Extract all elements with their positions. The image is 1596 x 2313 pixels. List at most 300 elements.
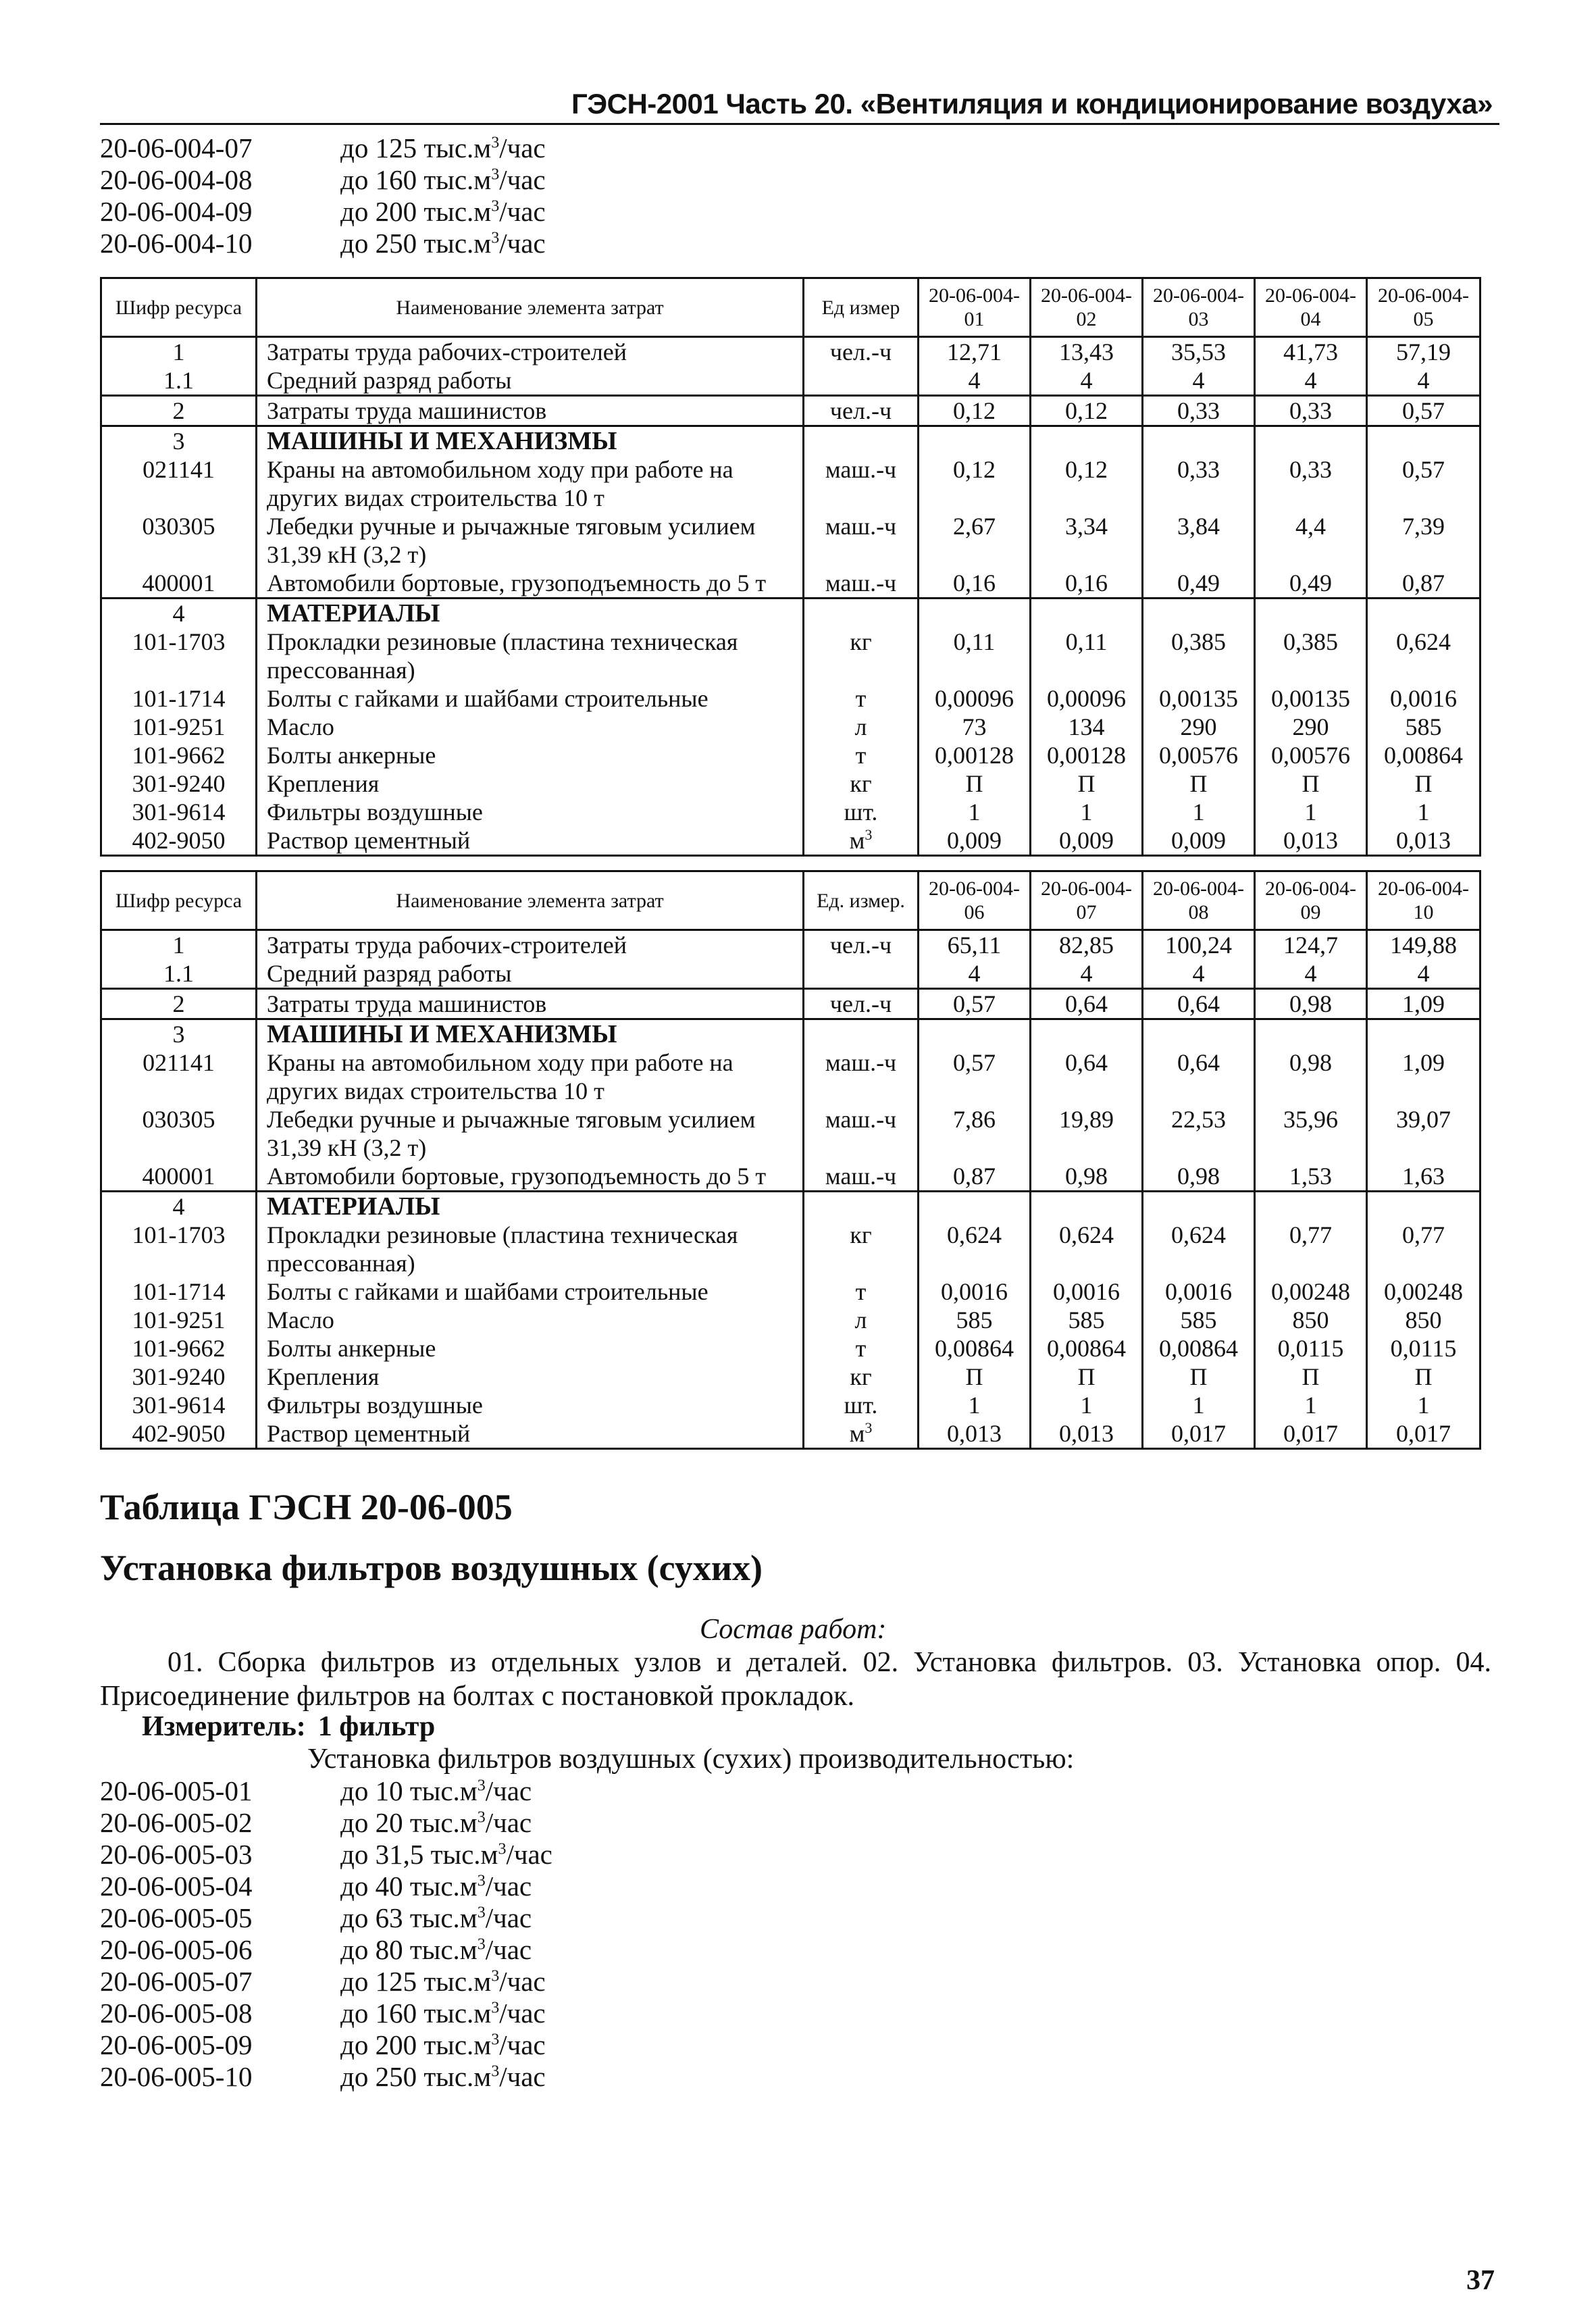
item-description (340, 1775, 532, 1807)
cell-text: 4 (1080, 960, 1093, 987)
cell-text: 0,12 (953, 397, 996, 424)
table-cell (101, 366, 257, 396)
item-description (340, 132, 546, 164)
unit-exponent: 3 (491, 166, 500, 184)
cell-text: Автомобили бортовые, грузоподъемность до 5 т (267, 1163, 767, 1190)
table-row (101, 599, 1481, 628)
cell-text: 4,4 (1295, 513, 1326, 540)
cell-text: П (1302, 770, 1320, 797)
item-desc-text: до 250 тыс.м (340, 228, 492, 259)
table-cell (1143, 512, 1255, 569)
cell-text: 3,84 (1177, 513, 1220, 540)
table-cell (101, 628, 257, 684)
cell-text: 0,017 (1171, 1420, 1226, 1447)
cell-text: 0,013 (947, 1420, 1002, 1447)
table-cell (101, 798, 257, 826)
cell-text: 0,009 (1171, 827, 1226, 854)
table-cell (1143, 426, 1255, 456)
cell-text: 0,11 (1065, 628, 1108, 655)
cell-text: 1 (1417, 798, 1430, 825)
cell-text: шт. (844, 1392, 878, 1419)
table-cell (919, 1363, 1031, 1391)
table-cell (257, 1306, 804, 1334)
item-code: 20-06-005-05 (100, 1902, 253, 1933)
cell-text: П (1302, 1363, 1320, 1390)
cell-text: Краны на автомобильном ходу при работе на других видах строительства 10 т (267, 1049, 733, 1104)
cell-text: Фильтры воздушные (267, 798, 483, 825)
table-cell (804, 930, 919, 960)
table-cell (1031, 684, 1143, 713)
table-cell (257, 959, 804, 989)
table-cell (1255, 1306, 1367, 1334)
table-cell (804, 1105, 919, 1162)
item-desc-tail: /час (485, 1775, 532, 1806)
table-cell (1367, 1363, 1481, 1391)
table-cell (804, 337, 919, 367)
work-composition-label: Состав работ: (700, 1614, 887, 1645)
item-desc-tail: /час (499, 164, 546, 195)
cell-text: 0,57 (953, 1049, 996, 1076)
item-desc-tail: /час (485, 1934, 532, 1965)
cell-text: 585 (956, 1306, 993, 1333)
item-code: 20-06-005-01 (100, 1775, 253, 1806)
cell-text: 0,77 (1402, 1221, 1445, 1248)
cell-text: 124,7 (1283, 932, 1338, 959)
cell-text: 0,013 (1396, 827, 1451, 854)
table-cell (1367, 1105, 1481, 1162)
cell-text: 4 (172, 1193, 185, 1220)
cell-text: маш.-ч (825, 569, 897, 596)
measure-value: 1 фильтр (317, 1711, 436, 1742)
cell-text: 2 (172, 990, 185, 1017)
cell-text: 1 (1304, 1392, 1317, 1419)
cell-text: 0,0016 (1165, 1278, 1232, 1305)
table-cell (804, 1019, 919, 1049)
cell-text: 0,0115 (1277, 1335, 1344, 1362)
cell-text: 0,017 (1396, 1420, 1451, 1447)
item-desc-text: до 125 тыс.м (340, 132, 492, 163)
cell-text: 402-9050 (132, 1420, 226, 1447)
table-cell (1143, 1391, 1255, 1419)
item-code: 20-06-004-07 (100, 132, 253, 163)
item-desc-text: до 250 тыс.м (340, 2061, 492, 2092)
table-cell (1143, 930, 1255, 960)
cell-text: т (855, 1335, 867, 1362)
table-cell (257, 1105, 804, 1162)
cell-text: 4 (1417, 960, 1430, 987)
table-cell (1031, 426, 1143, 456)
item-desc-tail: /час (499, 2029, 546, 2060)
table-cell (1143, 396, 1255, 426)
table-cell (1143, 366, 1255, 396)
cell-text: Затраты труда машинистов (267, 990, 547, 1017)
table-cell (1031, 1192, 1143, 1221)
table-cell (804, 569, 919, 599)
cell-text: 134 (1068, 713, 1105, 740)
table-cell (257, 684, 804, 713)
cell-text: л (854, 713, 867, 740)
table-row (101, 684, 1481, 713)
item-desc-text: до 200 тыс.м (340, 196, 492, 227)
table-row (101, 569, 1481, 599)
cell-text: 13,43 (1059, 338, 1114, 365)
cell-text: Лебедки ручные и рычажные тяговым усилием 31,39 кН (3,2 т) (267, 513, 756, 568)
cell-text: П (965, 770, 983, 797)
table-cell (1143, 1048, 1255, 1105)
cell-text: Раствор цементный (267, 827, 471, 854)
table-row (101, 1306, 1481, 1334)
table-cell (1255, 1391, 1367, 1419)
table-cell (1031, 798, 1143, 826)
cell-text: 82,85 (1059, 932, 1114, 959)
table-cell (804, 599, 919, 628)
cell-text: 0,00248 (1384, 1278, 1463, 1305)
table-cell (1031, 1334, 1143, 1363)
table-cell (804, 684, 919, 713)
table-cell (919, 426, 1031, 456)
cell-text: МАТЕРИАЛЫ (267, 599, 440, 628)
cell-text: П (1414, 770, 1433, 797)
cell-text: 0,12 (1065, 456, 1108, 483)
table-cell (1031, 1105, 1143, 1162)
table-cell (1367, 569, 1481, 599)
table-cell (1367, 1192, 1481, 1221)
cell-text: 0,00864 (1159, 1335, 1238, 1362)
table-cell (1031, 1277, 1143, 1306)
item-desc-tail: /час (499, 228, 546, 259)
cell-text: 850 (1405, 1306, 1442, 1333)
cell-text: 7,39 (1402, 513, 1445, 540)
table-row (101, 426, 1481, 456)
column-header: 20-06-004-05 (1367, 278, 1481, 337)
cell-text: 0,0016 (941, 1278, 1008, 1305)
table-cell (257, 1048, 804, 1105)
table-cell (1143, 1162, 1255, 1192)
table-cell (1255, 1019, 1367, 1049)
item-desc-tail: /час (485, 1902, 532, 1933)
cell-text: 1 (1304, 798, 1317, 825)
table-cell (1143, 684, 1255, 713)
unit-exponent: 3 (491, 1967, 500, 1985)
table-cell (919, 1192, 1031, 1221)
cell-text: 0,013 (1283, 827, 1338, 854)
table-cell (919, 798, 1031, 826)
table-cell (1143, 826, 1255, 856)
cell-text: 2,67 (953, 513, 996, 540)
table-cell (804, 1162, 919, 1192)
table-cell (919, 1105, 1031, 1162)
cell-text: 1 (1417, 1392, 1430, 1419)
table-row (101, 1363, 1481, 1391)
table-cell (257, 337, 804, 367)
cell-text: 65,11 (947, 932, 1002, 959)
table-row (101, 366, 1481, 396)
column-header: 20-06-004-10 (1367, 871, 1481, 930)
table-cell (804, 1048, 919, 1105)
table-cell (1255, 426, 1367, 456)
column-header: Шифр ресурса (101, 278, 257, 337)
cell-text: Затраты труда машинистов (267, 397, 547, 424)
cell-text: П (1189, 770, 1208, 797)
table-cell (804, 426, 919, 456)
table-cell (1255, 512, 1367, 569)
table-cell (1143, 1192, 1255, 1221)
table-cell (1143, 798, 1255, 826)
item-code: 20-06-005-10 (100, 2061, 253, 2092)
cell-text: 4 (1192, 960, 1205, 987)
table-cell (101, 713, 257, 741)
table-cell (1255, 1048, 1367, 1105)
cell-text: 0,624 (947, 1221, 1002, 1248)
cell-text: 402-9050 (132, 827, 226, 854)
table-cell (101, 396, 257, 426)
cell-text: 1 (1192, 1392, 1205, 1419)
cell-text: 0,64 (1177, 1049, 1220, 1076)
cell-text: л (854, 1306, 867, 1333)
cell-text: Автомобили бортовые, грузоподъемность до 5 т (267, 569, 767, 596)
cell-text: 0,0016 (1053, 1278, 1120, 1305)
table-cell (1255, 769, 1367, 798)
table-cell (1031, 569, 1143, 599)
cell-text: маш.-ч (825, 513, 897, 540)
table-cell (257, 989, 804, 1019)
table-row (101, 337, 1481, 367)
table-cell (101, 1221, 257, 1277)
table-row (101, 396, 1481, 426)
cell-text: 1 (1080, 1392, 1093, 1419)
table-cell (1143, 741, 1255, 769)
cell-text: 030305 (142, 1106, 215, 1133)
table-cell (1031, 989, 1143, 1019)
table-cell (1367, 1162, 1481, 1192)
table-cell (919, 1334, 1031, 1363)
cell-text: чел.-ч (829, 338, 892, 365)
cell-text: 1 (968, 798, 981, 825)
table-cell (1367, 826, 1481, 856)
cell-text: маш.-ч (825, 1163, 897, 1190)
cell-text: чел.-ч (829, 397, 892, 424)
item-desc-tail: /час (485, 1871, 532, 1902)
cell-text: Лебедки ручные и рычажные тяговым усилием 31,39 кН (3,2 т) (267, 1106, 756, 1161)
cell-text: 1.1 (163, 367, 194, 394)
table-cell (919, 989, 1031, 1019)
cell-text: 0,385 (1171, 628, 1226, 655)
table-cell (1367, 959, 1481, 989)
unit-exponent: 3 (491, 134, 500, 152)
item-description (340, 1998, 546, 2029)
table-cell (1031, 769, 1143, 798)
table-cell (1367, 1221, 1481, 1277)
table-cell (101, 1162, 257, 1192)
cell-text: 101-9251 (132, 1306, 226, 1333)
table-cell (1031, 455, 1143, 512)
cell-text: 585 (1068, 1306, 1105, 1333)
cell-text: 0,57 (1402, 456, 1445, 483)
unit-exponent: 3 (865, 826, 873, 843)
column-header: 20-06-004-01 (919, 278, 1031, 337)
cell-text: 0,0115 (1390, 1335, 1457, 1362)
table-cell (919, 337, 1031, 367)
cell-text: 0,64 (1065, 990, 1108, 1017)
table-cell (257, 1277, 804, 1306)
cell-text: 301-9240 (132, 770, 226, 797)
table-cell (101, 1419, 257, 1449)
cell-text: 1,53 (1289, 1163, 1332, 1190)
cell-text: 301-9614 (132, 1392, 226, 1419)
cell-text: 0,00128 (1047, 742, 1126, 769)
table-cell (919, 769, 1031, 798)
cell-text: 0,98 (1289, 990, 1332, 1017)
item-desc-text: до 31,5 тыс.м (340, 1839, 498, 1870)
work-composition-text: 01. Сборка фильтров из отдельных узлов и деталей. 02. Установка фильтров. 03. Установка опор. 04. Присоединение фильтров на болтах с постановкой прокладок. (100, 1647, 1491, 1712)
cell-text: Затраты труда рабочих-строителей (267, 338, 627, 365)
unit-exponent: 3 (477, 1904, 486, 1922)
table-cell (919, 1306, 1031, 1334)
cell-text: 0,16 (1065, 569, 1108, 596)
item-description (340, 2061, 546, 2093)
item-description (340, 1871, 532, 1902)
table-cell (919, 599, 1031, 628)
item-description (340, 1966, 546, 1998)
cell-text: 0,12 (953, 456, 996, 483)
cell-text: 0,77 (1289, 1221, 1332, 1248)
table-cell (1031, 337, 1143, 367)
table-row (101, 1192, 1481, 1221)
table-cell (101, 769, 257, 798)
table-cell (1255, 569, 1367, 599)
table-cell (1031, 396, 1143, 426)
column-header: 20-06-004-09 (1255, 871, 1367, 930)
table-cell (1143, 1221, 1255, 1277)
cell-text: 101-9251 (132, 713, 226, 740)
table-cell (101, 426, 257, 456)
table-cell (257, 1162, 804, 1192)
table-cell (804, 512, 919, 569)
table-cell (919, 713, 1031, 741)
cell-text: 0,385 (1283, 628, 1338, 655)
column-header: Ед измер (804, 278, 919, 337)
table-cell (1255, 1363, 1367, 1391)
table-cell (1143, 959, 1255, 989)
table-cell (804, 1277, 919, 1306)
cell-text: маш.-ч (825, 1049, 897, 1076)
cell-text: 585 (1180, 1306, 1217, 1333)
cell-text: 1 (172, 932, 185, 959)
table-cell (101, 1334, 257, 1363)
unit-exponent: 3 (477, 1808, 486, 1827)
item-code: 20-06-005-04 (100, 1871, 253, 1902)
section-title: Таблица ГЭСН 20-06-005 (100, 1487, 513, 1527)
table-cell (804, 798, 919, 826)
table-cell (1255, 1277, 1367, 1306)
table-cell (919, 1277, 1031, 1306)
cell-text: П (1189, 1363, 1208, 1390)
table-row (101, 959, 1481, 989)
cell-text: 4 (172, 600, 185, 627)
table-cell (1255, 798, 1367, 826)
table-cell (1143, 569, 1255, 599)
table-cell (1367, 1019, 1481, 1049)
table-cell (919, 1019, 1031, 1049)
table-cell (919, 1419, 1031, 1449)
cell-text: 35,53 (1171, 338, 1226, 365)
table-cell (257, 1334, 804, 1363)
cell-text: т (855, 742, 867, 769)
table-cell (101, 569, 257, 599)
item-description (340, 1839, 552, 1871)
cell-text: П (1077, 770, 1096, 797)
cell-text: 0,00135 (1159, 685, 1238, 712)
cell-text: 101-1703 (132, 1221, 226, 1248)
table-cell (1367, 713, 1481, 741)
table-cell (804, 455, 919, 512)
resource-table-2 (100, 870, 1481, 1450)
table-row (101, 1162, 1481, 1192)
cell-text: Краны на автомобильном ходу при работе на других видах строительства 10 т (267, 456, 733, 511)
table-cell (1143, 1277, 1255, 1306)
table-cell (101, 684, 257, 713)
install-text: Установка фильтров воздушных (сухих) производительностью: (307, 1744, 1075, 1775)
cell-text: м (849, 827, 865, 854)
item-description (340, 1934, 532, 1966)
cell-text: 101-1714 (132, 685, 226, 712)
cell-text: 0,0016 (1390, 685, 1457, 712)
section-subtitle: Установка фильтров воздушных (сухих) (100, 1548, 763, 1588)
cell-text: Средний разряд работы (267, 367, 512, 394)
table-row (101, 826, 1481, 856)
cell-text: 0,00864 (935, 1335, 1014, 1362)
cell-text: 400001 (142, 569, 215, 596)
table-cell (1255, 826, 1367, 856)
cell-text: 0,98 (1177, 1163, 1220, 1190)
unit-exponent: 3 (491, 2062, 500, 2081)
cell-text: 0,98 (1289, 1049, 1332, 1076)
table-row (101, 1048, 1481, 1105)
table-cell (1255, 1192, 1367, 1221)
cell-text: Прокладки резиновые (пластина техническая прессованная) (267, 628, 738, 684)
table-cell (257, 798, 804, 826)
table-row (101, 1105, 1481, 1162)
cell-text: чел.-ч (829, 990, 892, 1017)
cell-text: т (855, 685, 867, 712)
table-cell (1031, 1019, 1143, 1049)
table-cell (257, 512, 804, 569)
item-code: 20-06-005-02 (100, 1807, 253, 1838)
column-header: 20-06-004-04 (1255, 278, 1367, 337)
cell-text: 1,09 (1402, 990, 1445, 1017)
table-cell (1255, 628, 1367, 684)
table-cell (257, 826, 804, 856)
cell-text: Фильтры воздушные (267, 1392, 483, 1419)
cell-text: 39,07 (1396, 1106, 1451, 1133)
table-cell (1031, 1363, 1143, 1391)
cell-text: 4 (1080, 367, 1093, 394)
cell-text: 19,89 (1059, 1106, 1114, 1133)
cell-text: 2 (172, 397, 185, 424)
table-cell (1255, 684, 1367, 713)
cell-text: 35,96 (1283, 1106, 1338, 1133)
item-code: 20-06-004-08 (100, 164, 253, 195)
table-cell (804, 1419, 919, 1449)
cell-text: 0,00248 (1271, 1278, 1350, 1305)
cell-text: 1.1 (163, 960, 194, 987)
cell-text: Затраты труда рабочих-строителей (267, 932, 627, 959)
cell-text: 301-9240 (132, 1363, 226, 1390)
table-cell (1255, 337, 1367, 367)
table-cell (1367, 1391, 1481, 1419)
cell-text: П (1077, 1363, 1096, 1390)
cell-text: 100,24 (1165, 932, 1232, 959)
